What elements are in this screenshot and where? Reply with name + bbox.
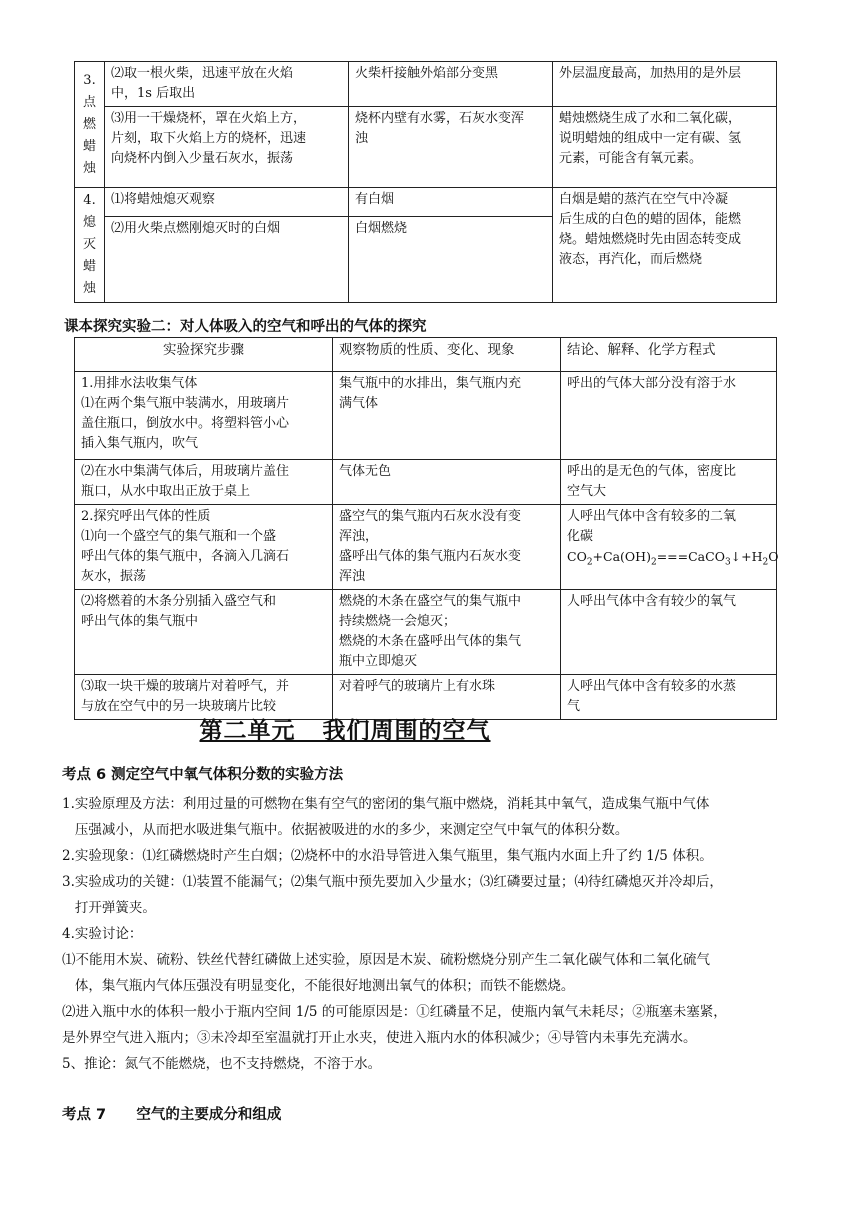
table-row [75, 62, 777, 107]
phenomenon-cell: 白烟燃烧 [349, 216, 553, 302]
conclusion-cell: 人呼出气体中含有较少的氧气 [561, 590, 777, 675]
step-cell: ⑶用一干燥烧杯，罩在火焰上方， 片刻，取下火焰上方的烧杯，迅速 向烧杯内倒入少量石灰水，振荡 [105, 107, 349, 188]
candle-experiment-table [74, 61, 777, 303]
phenomenon-cell: 烧杯内壁有水雾，石灰水变浑 浊 [349, 107, 553, 188]
experiment2-heading: 课本探究实验二：对人体吸入的空气和呼出的气体的探究 [64, 319, 427, 335]
conclusion-cell: 蜡烛燃烧生成了水和二氧化碳， 说明蜡烛的组成中一定有碳、氢 元素，可能含有氧元素。 [553, 107, 777, 188]
phenomenon-cell: 有白烟 [349, 188, 553, 217]
group-label-light-candle: 3. 点 燃 蜡 烛 [75, 62, 105, 188]
header-conclusions: 结论、解释、化学方程式 [561, 338, 777, 372]
table-row [75, 188, 777, 217]
header-observations: 观察物质的性质、变化、现象 [333, 338, 561, 372]
observation-cell: 对着呼气的玻璃片上有水珠 [333, 675, 561, 720]
observation-cell: 燃烧的木条在盛空气的集气瓶中 持续燃烧一会熄灭； 燃烧的木条在盛呼出气体的集气 瓶中立即熄灭 [333, 590, 561, 675]
observation-cell: 集气瓶中的水排出，集气瓶内充 满气体 [333, 372, 561, 460]
table-row [75, 505, 777, 590]
chemical-equation: $CO_2+Ca(OH)_2===CaCO_3↓+H_2O$ [567, 549, 779, 568]
phenomenon-cell: 火柴杆接触外焰部分变黑 [349, 62, 553, 107]
group-label-extinguish-candle: 4. 熄 灭 蜡 烛 [75, 188, 105, 303]
unit-title: 第二单元 我们周围的空气 [199, 718, 491, 744]
table-row [75, 590, 777, 675]
conclusion-cell: 人呼出气体中含有较多的水蒸 气 [561, 675, 777, 720]
breath-experiment-table [74, 337, 777, 720]
table-row [75, 460, 777, 505]
conclusion-cell: 白烟是蜡的蒸汽在空气中冷凝 后生成的白色的蜡的固体，能燃 烧。蜡烛燃烧时先由固态转变成 液态，再汽化，而后燃烧 [553, 188, 777, 303]
kp6-heading: 考点 6 测定空气中氧气体积分数的实验方法 [62, 767, 344, 783]
step-cell: ⑶取一块干燥的玻璃片对着呼气，并 与放在空气中的另一块玻璃片比较 [75, 675, 333, 720]
conclusion-cell: 人呼出气体中含有较多的二氧 化碳 $CO_2+Ca(OH)_2===CaCO_3↓+H_2O$ [561, 505, 777, 590]
conclusion-cell: 呼出的是无色的气体，密度比 空气大 [561, 460, 777, 505]
kp7-heading: 考点 7 空气的主要成分和组成 [62, 1107, 282, 1123]
table-row [75, 107, 777, 188]
step-cell: ⑵将燃着的木条分别插入盛空气和 呼出气体的集气瓶中 [75, 590, 333, 675]
step-cell: 2.探究呼出气体的性质 ⑴向一个盛空气的集气瓶和一个盛 呼出气体的集气瓶中，各滴入几滴石 灰水，振荡 [75, 505, 333, 590]
conclusion-cell: 呼出的气体大部分没有溶于水 [561, 372, 777, 460]
step-cell: ⑵在水中集满气体后，用玻璃片盖住 瓶口，从水中取出正放于桌上 [75, 460, 333, 505]
table-row [75, 372, 777, 460]
step-cell: ⑵取一根火柴，迅速平放在火焰 中，1s 后取出 [105, 62, 349, 107]
step-cell: ⑴将蜡烛熄灭观察 [105, 188, 349, 217]
step-cell: 1.用排水法收集气体 ⑴在两个集气瓶中装满水，用玻璃片 盖住瓶口，倒放水中。将塑料管小心 插入集气瓶内，吹气 [75, 372, 333, 460]
observation-cell: 气体无色 [333, 460, 561, 505]
header-steps: 实验探究步骤 [75, 338, 333, 372]
kp6-body: 1.实验原理及方法：利用过量的可燃物在集有空气的密闭的集气瓶中燃烧，消耗其中氧气，造成集气瓶中气体 压强减小，从而把水吸进集气瓶中。依据被吸进的水的多少，来测定空气中氧气的体积分数。 2.实验现象：⑴红磷燃烧时产生白烟；⑵烧杯中的水沿导管进入集气瓶里，集气瓶内水面上升了约 1/5 体积。 3.实验成功的关键：⑴装置不能漏气；⑵集气瓶中预先要加入少量水；⑶红磷要过量；⑷待红磷熄灭并冷却后， 打开弹簧夹。 4.实验讨论： ⑴不能用木炭、硫粉、铁丝代替红磷做上述实验，原因是木炭、硫粉燃烧分别产生二氧化碳气体和二氧化硫气 体，集气瓶内气体压强没有明显变化，不能很好地测出氧气的体积；而铁不能燃烧。 ⑵进入瓶中水的体积一般小于瓶内空间 1/5 的可能原因是：①红磷量不足，使瓶内氧气未耗尽；②瓶塞未塞紧， 是外界空气进入瓶内；③未冷却至室温就打开止水夹，使进入瓶内水的体积减少；④导管内未事先充满水。 5、推论：氮气不能燃烧，也不支持燃烧，不溶于水。 [62, 796, 727, 1072]
table-header-row [75, 338, 777, 372]
step-cell: ⑵用火柴点燃刚熄灭时的白烟 [105, 216, 349, 302]
observation-cell: 盛空气的集气瓶内石灰水没有变 浑浊， 盛呼出气体的集气瓶内石灰水变 浑浊 [333, 505, 561, 590]
conclusion-cell: 外层温度最高，加热用的是外层 [553, 62, 777, 107]
